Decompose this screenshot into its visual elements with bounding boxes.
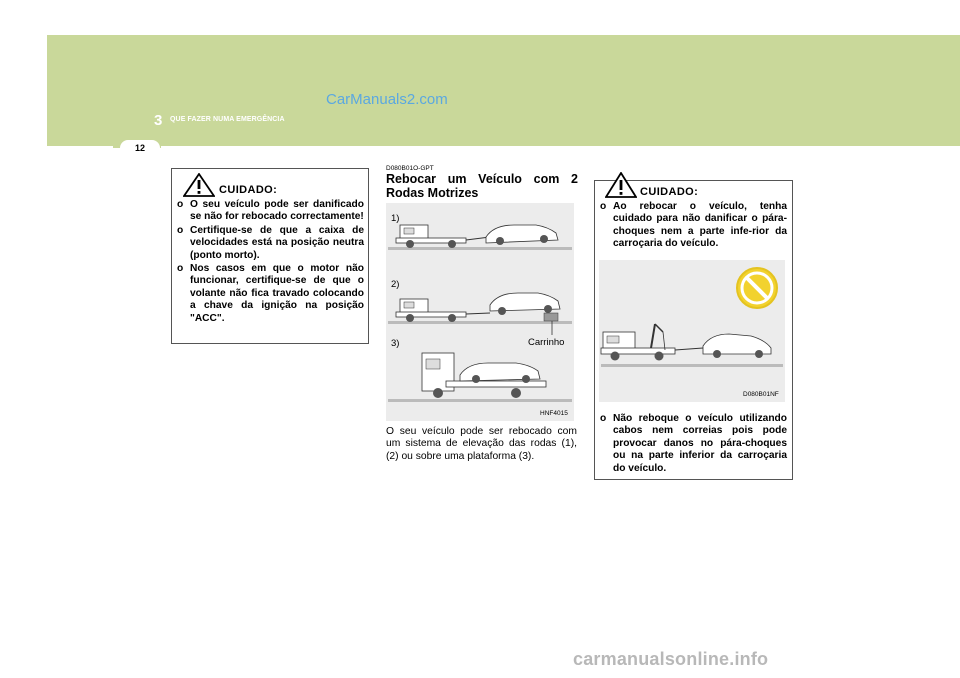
section-code: D080B01O-GPT — [386, 165, 434, 172]
watermark-bottom[interactable]: carmanualsonline.info — [573, 649, 769, 669]
improper-towing-illustration — [599, 260, 785, 402]
caution-box-left — [171, 168, 369, 344]
warning-icon — [183, 173, 215, 202]
bullet-marker: o — [177, 224, 184, 236]
towed-car-damaged — [703, 334, 771, 358]
figure-code: HNF4015 — [540, 410, 568, 417]
section-title: Rebocar um Veículo com 2 Rodas Motrizes — [386, 172, 578, 200]
caution-title: CUIDADO: — [219, 184, 278, 196]
figure-label-3: 3) — [391, 338, 400, 349]
bullet-marker: o — [600, 413, 607, 424]
chapter-title: QUE FAZER NUMA EMERGÊNCIA — [170, 116, 285, 123]
caution-list — [597, 201, 787, 252]
towing-illustration — [386, 203, 574, 421]
caution-list — [597, 413, 787, 476]
figure-code: D080B01NF — [743, 391, 779, 398]
page-number: 12 — [120, 140, 160, 156]
towed-car-2 — [490, 293, 560, 335]
tow-truck-crane — [601, 324, 703, 361]
warning-icon — [605, 172, 637, 203]
caution-item-text: O seu veículo pode ser danificado se não for rebocado correctamente! — [190, 199, 364, 223]
chapter-number: 3 — [154, 112, 163, 129]
list-item — [174, 263, 364, 325]
caution-item-text: Certifique-se de que a caixa de velocidades está na posição neutra (ponto morto). — [190, 224, 364, 261]
list-item — [174, 225, 364, 262]
caution-item-text: Nos casos em que o motor não funcionar, certifique-se de que o volante não fica travado colocando a chave da ignição na posição "ACC". — [190, 263, 364, 324]
figure-label-1: 1) — [391, 213, 400, 224]
towed-car-1 — [486, 225, 558, 245]
list-item — [174, 199, 364, 224]
dolly-label: Carrinho — [528, 337, 565, 348]
list-item — [597, 201, 787, 251]
section-body: O seu veículo pode ser rebocado com um sistema de elevação das rodas (1), (2) ou sobre uma plataforma (3). — [386, 426, 577, 462]
bullet-marker: o — [177, 263, 184, 275]
caution-item-text: Não reboque o veículo utilizando cabos nem correias pois pode provocar danos no pára-choques ou na parte inferior da carroçaria do veículo. — [613, 413, 787, 474]
prohibition-icon — [737, 268, 777, 308]
figure-label-2: 2) — [391, 279, 400, 290]
towing-methods-figure — [386, 203, 574, 421]
list-item — [597, 413, 787, 475]
watermark-top[interactable]: CarManuals2.com — [326, 91, 448, 108]
caution-item-text: Ao rebocar o veículo, tenha cuidado para não danificar o pára-choques nem a parte infe-rior da carroçaria do veículo. — [613, 201, 787, 250]
caution-title: CUIDADO: — [640, 186, 699, 198]
improper-towing-figure — [599, 260, 785, 402]
header-band — [47, 35, 960, 146]
bullet-marker: o — [177, 199, 184, 210]
caution-list — [174, 199, 364, 326]
bullet-marker: o — [600, 201, 607, 212]
flatbed-truck — [388, 353, 572, 402]
